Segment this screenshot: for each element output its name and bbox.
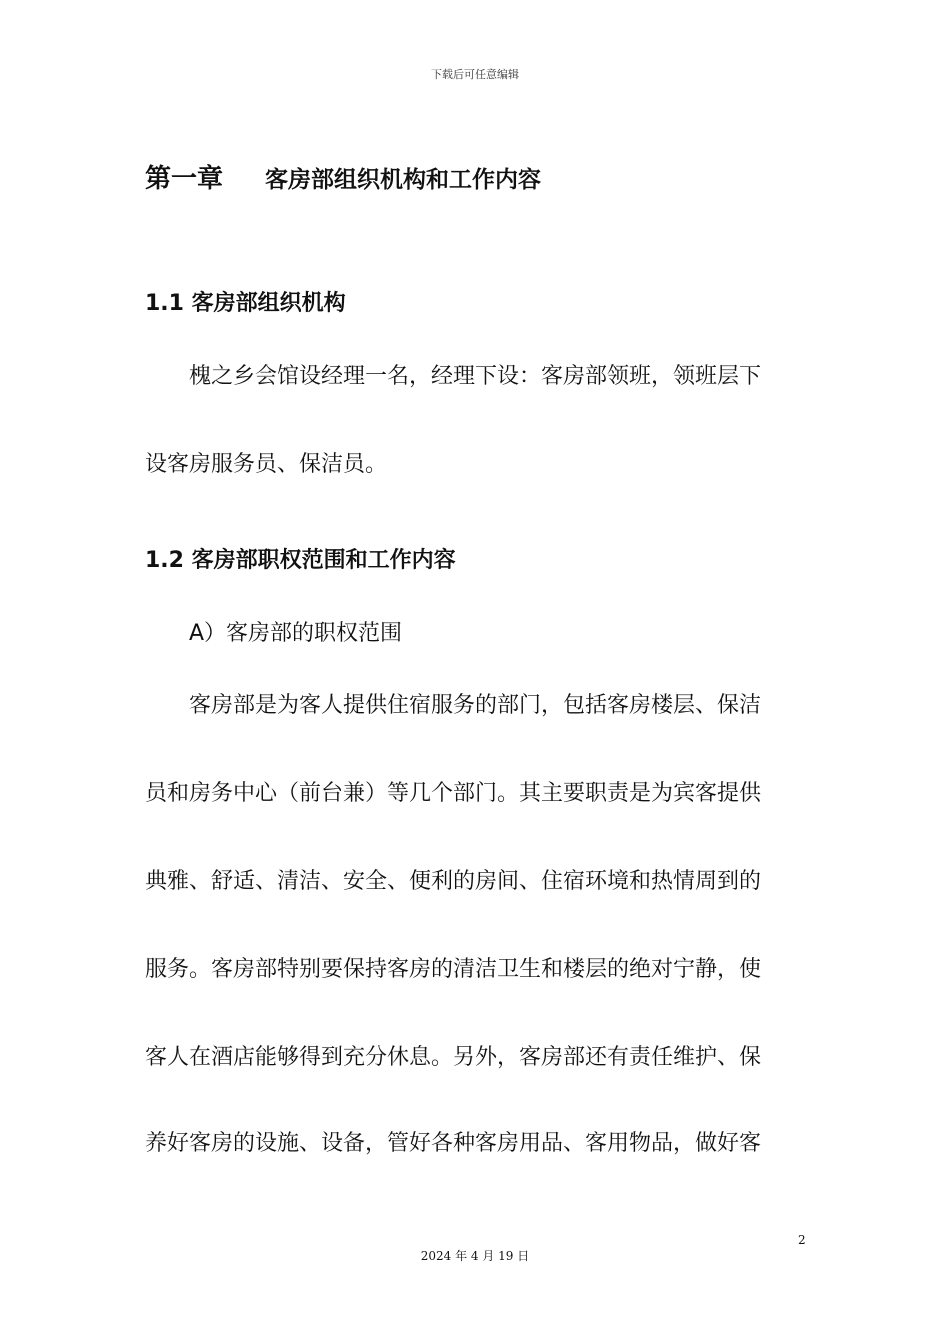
chapter-title: [145, 158, 541, 195]
paragraph-line: 客人在酒店能够得到充分休息。另外，客房部还有责任维护、保: [145, 1045, 762, 1070]
header-note: 下载后可任意编辑: [431, 68, 519, 81]
section-heading-1-2: 1.2 客房部职权范围和工作内容: [145, 548, 456, 573]
paragraph-line: 设客房服务员、保洁员。: [145, 452, 388, 477]
paragraph-line: 槐之乡会馆设经理一名，经理下设：客房部领班，领班层下: [189, 364, 762, 389]
paragraph-line: 客房部是为客人提供住宿服务的部门，包括客房楼层、保洁: [189, 693, 762, 718]
chapter-name: 客房部组织机构和工作内容: [265, 167, 541, 193]
paragraph-line: 养好客房的设施、设备，管好各种客房用品、客用物品，做好客: [145, 1131, 762, 1156]
chapter-number: 第一章: [145, 164, 224, 194]
paragraph-line: 员和房务中心（前台兼）等几个部门。其主要职责是为宾客提供: [145, 781, 762, 806]
footer-date: 2024 年 4 月 19 日: [420, 1249, 530, 1263]
section-heading-1-1: 1.1 客房部组织机构: [145, 291, 346, 316]
paragraph-line: 服务。客房部特别要保持客房的清洁卫生和楼层的绝对宁静，使: [145, 957, 762, 982]
subheading-a: A）客房部的职权范围: [189, 621, 403, 646]
paragraph-line: 典雅、舒适、清洁、安全、便利的房间、住宿环境和热情周到的: [145, 869, 762, 894]
page-number: 2: [798, 1233, 806, 1247]
